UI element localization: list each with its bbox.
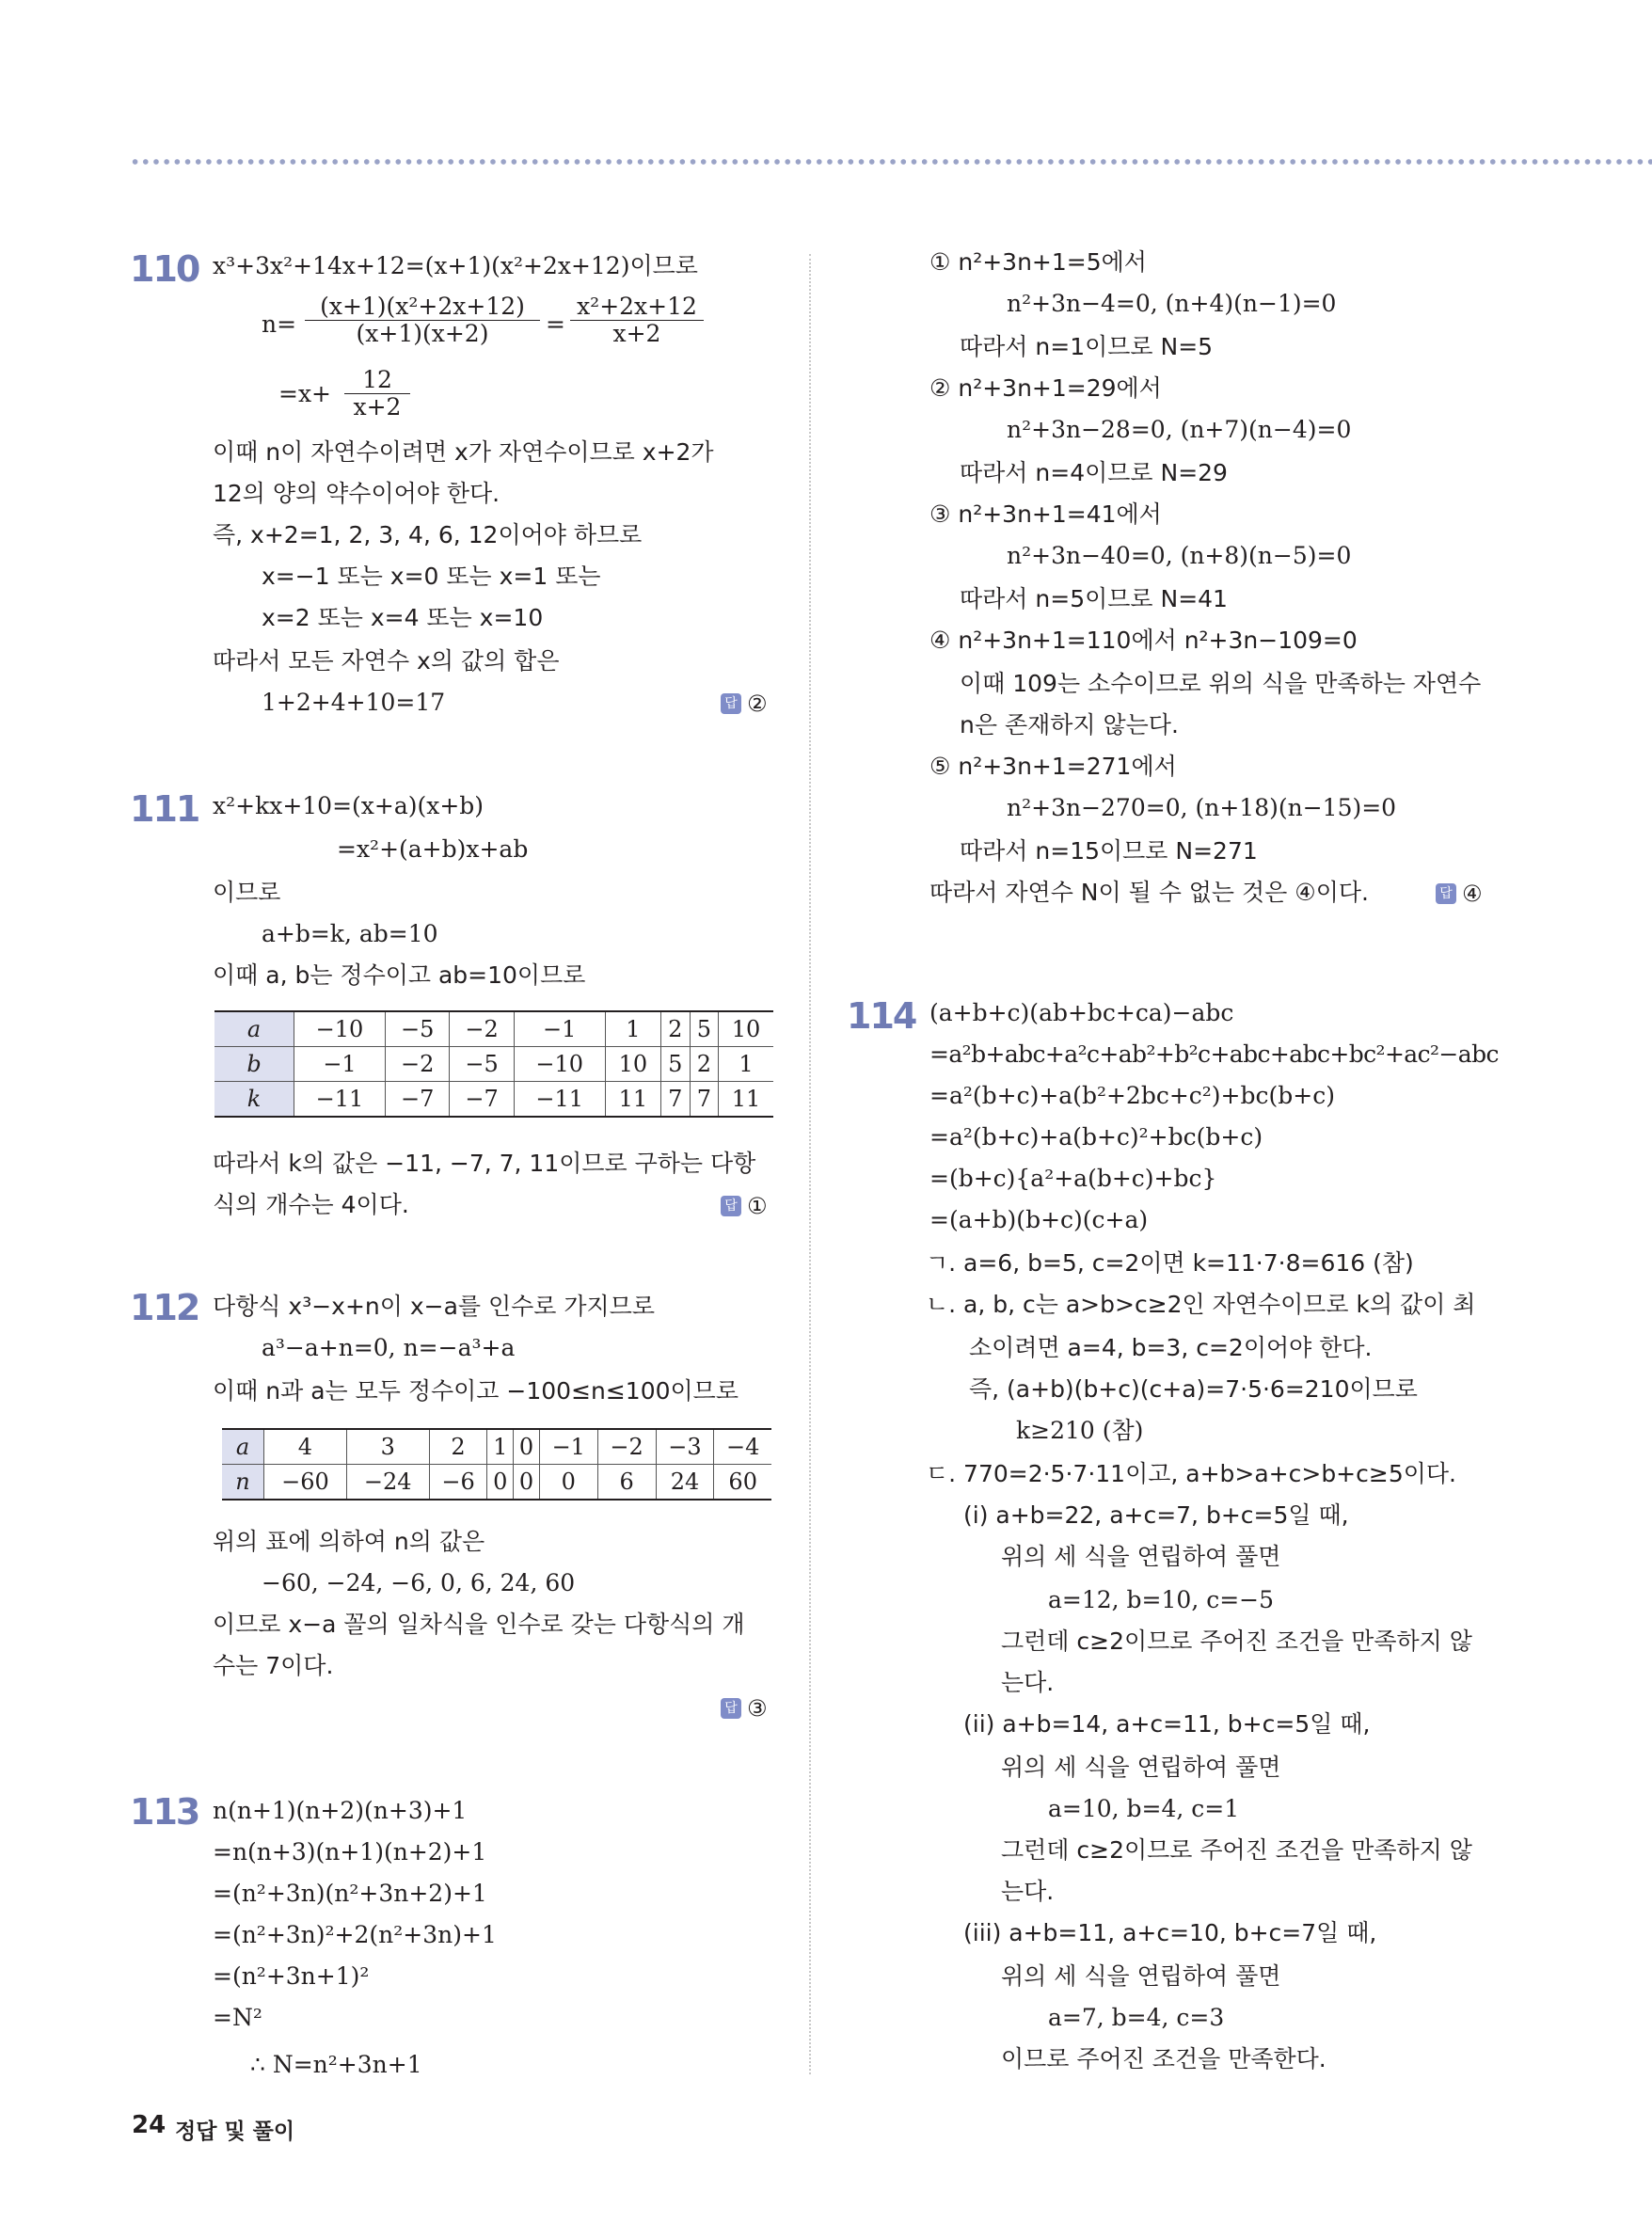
p111-line-1: x²+kx+10=(x+a)(x+b): [213, 792, 484, 819]
table-cell: 11: [605, 1082, 660, 1118]
p113-case-3b: n²+3n−40=0, (n+8)(n−5)=0: [1007, 542, 1352, 569]
table-cell: −11: [294, 1082, 386, 1118]
fraction-denominator: (x+1)(x+2): [356, 320, 489, 347]
table-cell: −5: [450, 1047, 514, 1082]
table-cell: −7: [450, 1082, 514, 1118]
answer-value: ④: [1462, 881, 1483, 907]
p113-case-5a: ⑤ n²+3n+1=271에서: [929, 753, 1177, 780]
table-row-header: a: [222, 1429, 264, 1465]
p114-n-4: k≥210 (참): [1016, 1417, 1144, 1444]
top-dotted-rule: [130, 158, 1652, 166]
p113-case-2c: 따라서 n=4이므로 N=29: [960, 459, 1228, 486]
p114-iii-3: a=7, b=4, c=3: [1048, 2004, 1225, 2031]
p112-line-6: 이므로 x−a 꼴의 일차식을 인수로 갖는 다항식의 개: [213, 1611, 745, 1638]
p114-line-1: (a+b+c)(ab+bc+ca)−abc: [929, 999, 1234, 1026]
problem-number-113: 113: [130, 1791, 199, 1833]
table-cell: −1: [539, 1429, 597, 1465]
p110-line-1: x³+3x²+14x+12=(x+1)(x²+2x+12)이므로: [213, 252, 698, 279]
table-cell: 0: [514, 1465, 540, 1501]
p111-answer: [721, 1193, 768, 1219]
p112-line-3: 이때 n과 a는 모두 정수이고 −100≤n≤100이므로: [213, 1377, 739, 1405]
p110-fraction-2: [570, 294, 704, 347]
fraction-denominator: x+2: [612, 320, 661, 347]
problem-number-111: 111: [130, 788, 199, 830]
p114-ii-4: 그런데 c≥2이므로 주어진 조건을 만족하지 않: [1001, 1836, 1472, 1864]
p114-ii-2: 위의 세 식을 연립하여 풀면: [1001, 1754, 1281, 1781]
p113-final: 따라서 자연수 N이 될 수 없는 것은 ④이다.: [929, 879, 1369, 906]
p113-case-2b: n²+3n−28=0, (n+7)(n−4)=0: [1007, 416, 1352, 443]
p110-line-8: x=2 또는 x=4 또는 x=10: [262, 604, 544, 631]
p113-line-3: =(n²+3n)(n²+3n+2)+1: [213, 1880, 487, 1907]
p110-equals: =: [546, 310, 565, 338]
table-cell: 1: [605, 1011, 660, 1047]
table-cell: −1: [294, 1047, 386, 1082]
p110-line-10: 1+2+4+10=17: [262, 689, 446, 716]
answer-value: ③: [747, 1695, 768, 1722]
table-cell: 1: [487, 1429, 514, 1465]
p110-answer: [721, 691, 768, 717]
p114-line-2: =a²b+abc+a²c+ab²+b²c+abc+abc+bc²+ac²−abc: [929, 1040, 1499, 1068]
answer-badge: 답: [721, 693, 741, 714]
table-cell: −10: [514, 1047, 605, 1082]
table-cell: 10: [605, 1047, 660, 1082]
table-cell: 4: [264, 1429, 347, 1465]
p113-case-1b: n²+3n−4=0, (n+4)(n−1)=0: [1007, 290, 1337, 317]
p110-line-3: =x+: [278, 380, 331, 407]
problem-number-114: 114: [847, 995, 916, 1037]
table-cell: 2: [690, 1047, 719, 1082]
fraction-numerator: x²+2x+12: [570, 294, 704, 321]
p114-i-3: a=12, b=10, c=−5: [1048, 1586, 1275, 1613]
table-cell: −2: [386, 1047, 450, 1082]
table-row-header: n: [222, 1465, 264, 1501]
fraction-numerator: (x+1)(x²+2x+12): [305, 294, 540, 321]
table-cell: 6: [597, 1465, 656, 1501]
table-cell: −7: [386, 1082, 450, 1118]
p111-line-2: =x²+(a+b)x+ab: [337, 835, 529, 863]
table-cell: 3: [346, 1429, 429, 1465]
p114-d-1: ㄷ. 770=2·5·7·11이고, a+b>a+c>b+c≥5이다.: [926, 1460, 1456, 1487]
p114-i-2: 위의 세 식을 연립하여 풀면: [1001, 1543, 1281, 1570]
p112-line-2: a³−a+n=0, n=−a³+a: [262, 1334, 516, 1361]
table-cell: −24: [346, 1465, 429, 1501]
p110-fraction-3: [344, 367, 410, 421]
p113-case-5c: 따라서 n=15이므로 N=271: [960, 837, 1258, 865]
p113-case-2a: ② n²+3n+1=29에서: [929, 374, 1162, 402]
table-row: [214, 1011, 773, 1047]
table-cell: 0: [539, 1465, 597, 1501]
p110-line-9: 따라서 모든 자연수 x의 값의 합은: [213, 647, 560, 675]
table-cell: 7: [690, 1082, 719, 1118]
table-cell: −6: [429, 1465, 487, 1501]
table-cell: −1: [514, 1011, 605, 1047]
p110-line-5: 12의 양의 약수이어야 한다.: [213, 480, 500, 507]
p112-line-7: 수는 7이다.: [213, 1652, 334, 1679]
table-cell: −11: [514, 1082, 605, 1118]
p114-line-5: =(b+c){a²+a(b+c)+bc}: [929, 1165, 1217, 1192]
p112-line-4: 위의 표에 의하여 n의 값은: [213, 1528, 485, 1555]
p113-answer: [1436, 881, 1483, 907]
table-cell: 0: [487, 1465, 514, 1501]
p114-i-5: 는다.: [1001, 1669, 1055, 1696]
column-divider: [809, 254, 811, 2074]
p113-line-6: =N²: [213, 2004, 262, 2031]
table-cell: −2: [597, 1429, 656, 1465]
p113-line-7: ∴ N=n²+3n+1: [250, 2051, 422, 2078]
table-row-header: a: [214, 1011, 294, 1047]
table-cell: −2: [450, 1011, 514, 1047]
problem-number-112: 112: [130, 1287, 199, 1328]
p110-line-7: x=−1 또는 x=0 또는 x=1 또는: [262, 563, 601, 590]
table-cell: 5: [660, 1047, 690, 1082]
table-cell: −60: [264, 1465, 347, 1501]
table-cell: 2: [429, 1429, 487, 1465]
p114-line-4: =a²(b+c)+a(b+c)²+bc(b+c): [929, 1123, 1263, 1151]
p113-case-4c: n은 존재하지 않는다.: [960, 711, 1179, 738]
answer-value: ①: [747, 1193, 768, 1219]
p113-case-1c: 따라서 n=1이므로 N=5: [960, 333, 1214, 360]
answer-badge: 답: [721, 1196, 741, 1216]
table-row: [222, 1429, 771, 1465]
table-cell: 2: [660, 1011, 690, 1047]
p114-g-1: ㄱ. a=6, b=5, c=2이면 k=11·7·8=616 (참): [926, 1249, 1414, 1277]
p112-line-5: −60, −24, −6, 0, 6, 24, 60: [262, 1569, 576, 1596]
p114-iii-2: 위의 세 식을 연립하여 풀면: [1001, 1962, 1281, 1990]
table-cell: 1: [719, 1047, 773, 1082]
table-cell: 7: [660, 1082, 690, 1118]
fraction-numerator: 12: [344, 367, 410, 394]
p111-line-4: a+b=k, ab=10: [262, 920, 438, 947]
p111-table: [214, 1010, 773, 1118]
answer-badge: 답: [721, 1698, 741, 1719]
p113-case-4b: 이때 109는 소수이므로 위의 식을 만족하는 자연수: [960, 670, 1482, 697]
p114-i-4: 그런데 c≥2이므로 주어진 조건을 만족하지 않: [1001, 1628, 1472, 1655]
table-cell: 10: [719, 1011, 773, 1047]
table-cell: 11: [719, 1082, 773, 1118]
p113-case-1a: ① n²+3n+1=5에서: [929, 248, 1147, 276]
page-title: 정답 및 풀이: [175, 2120, 295, 2144]
p114-n-3: 즉, (a+b)(b+c)(c+a)=7·5·6=210이므로: [969, 1375, 1418, 1403]
table-row-header: k: [214, 1082, 294, 1118]
table-cell: 60: [714, 1465, 771, 1501]
p111-line-3: 이므로: [213, 879, 281, 906]
p112-answer: [721, 1695, 768, 1722]
p114-n-2: 소이려면 a=4, b=3, c=2이어야 한다.: [969, 1334, 1373, 1361]
answer-badge: 답: [1436, 883, 1456, 904]
page-number: 24: [132, 2111, 167, 2139]
p114-n-1: ㄴ. a, b, c는 a>b>c≥2인 자연수이므로 k의 값이 최: [926, 1291, 1476, 1318]
p113-case-4a: ④ n²+3n+1=110에서 n²+3n−109=0: [929, 627, 1358, 654]
p110-line-6: 즉, x+2=1, 2, 3, 4, 6, 12이어야 하므로: [213, 521, 643, 548]
p114-iii-4: 이므로 주어진 조건을 만족한다.: [1001, 2045, 1326, 2072]
table-row: [214, 1047, 773, 1082]
p113-line-1: n(n+1)(n+2)(n+3)+1: [213, 1797, 468, 1824]
p112-table: [222, 1428, 771, 1501]
p114-i-1: (i) a+b=22, a+c=7, b+c=5일 때,: [963, 1501, 1349, 1529]
table-row-header: b: [214, 1047, 294, 1082]
table-cell: −4: [714, 1429, 771, 1465]
p113-case-3a: ③ n²+3n+1=41에서: [929, 500, 1162, 528]
p110-n-equals: n=: [262, 310, 297, 338]
p114-iii-1: (iii) a+b=11, a+c=10, b+c=7일 때,: [963, 1919, 1377, 1946]
table-cell: 5: [690, 1011, 719, 1047]
table-cell: 24: [656, 1465, 714, 1501]
answer-value: ②: [747, 691, 768, 717]
p113-line-5: =(n²+3n+1)²: [213, 1962, 370, 1990]
table-cell: −3: [656, 1429, 714, 1465]
problem-number-110: 110: [130, 248, 199, 290]
table-cell: −5: [386, 1011, 450, 1047]
table-cell: −10: [294, 1011, 386, 1047]
p114-ii-3: a=10, b=4, c=1: [1048, 1795, 1240, 1822]
p114-ii-5: 는다.: [1001, 1878, 1055, 1905]
p113-case-5b: n²+3n−270=0, (n+18)(n−15)=0: [1007, 794, 1397, 821]
table-cell: 0: [514, 1429, 540, 1465]
table-row: [214, 1082, 773, 1118]
p113-line-2: =n(n+3)(n+1)(n+2)+1: [213, 1838, 487, 1866]
p114-ii-1: (ii) a+b=14, a+c=11, b+c=5일 때,: [963, 1710, 1371, 1738]
fraction-denominator: x+2: [353, 393, 402, 421]
p110-fraction-1: [305, 294, 540, 347]
p111-line-5: 이때 a, b는 정수이고 ab=10이므로: [213, 961, 586, 989]
table-row: [222, 1465, 771, 1501]
p110-line-4: 이때 n이 자연수이려면 x가 자연수이므로 x+2가: [213, 438, 714, 466]
p113-line-4: =(n²+3n)²+2(n²+3n)+1: [213, 1921, 497, 1948]
p111-line-6: 따라서 k의 값은 −11, −7, 7, 11이므로 구하는 다항: [213, 1150, 756, 1177]
p112-line-1: 다항식 x³−x+n이 x−a를 인수로 가지므로: [213, 1293, 656, 1320]
p111-line-7: 식의 개수는 4이다.: [213, 1191, 409, 1218]
p114-line-6: =(a+b)(b+c)(c+a): [929, 1206, 1149, 1233]
p114-line-3: =a²(b+c)+a(b²+2bc+c²)+bc(b+c): [929, 1082, 1335, 1109]
p113-case-3c: 따라서 n=5이므로 N=41: [960, 585, 1228, 612]
